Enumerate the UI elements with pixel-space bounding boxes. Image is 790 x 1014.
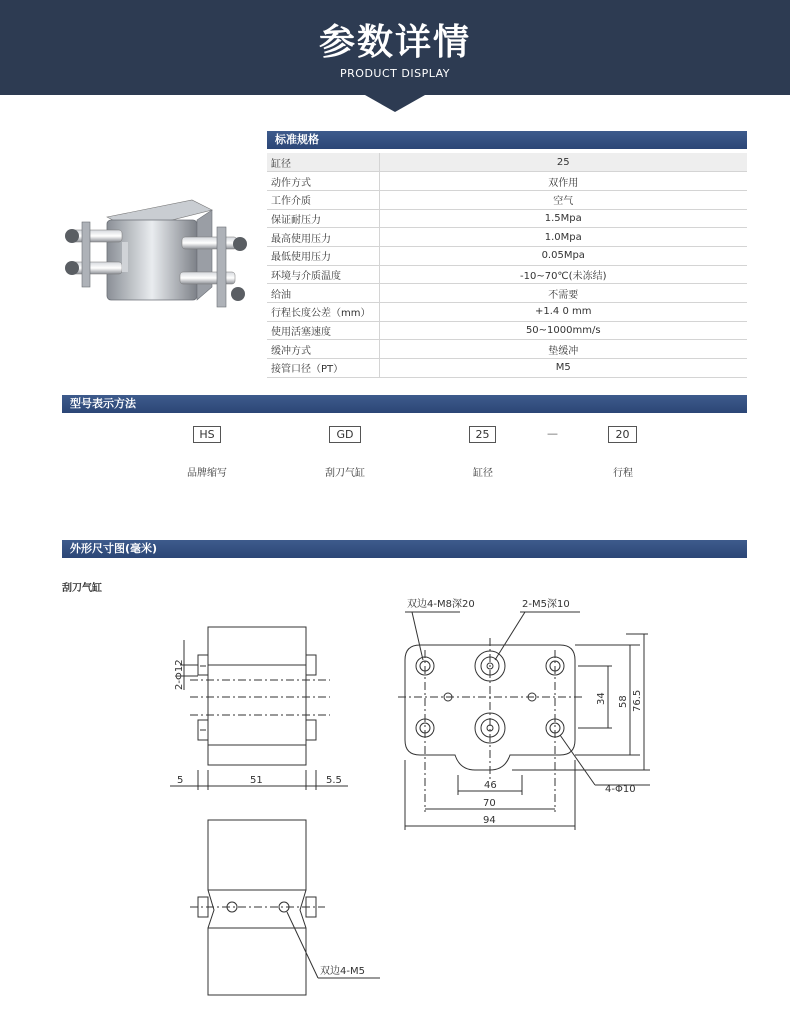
bottom-view-body: [208, 820, 306, 995]
dim-front-top-right: 2-M5深10: [522, 599, 570, 610]
dim-front-w2: 70: [483, 798, 496, 809]
spec-row: [267, 190, 747, 209]
spec-row: [267, 246, 747, 265]
spec-value: 双作用: [379, 172, 747, 191]
front-view-body: [405, 645, 575, 770]
dim-front-w3: 94: [483, 815, 496, 826]
page-subtitle: PRODUCT DISPLAY: [340, 67, 450, 80]
dim-front-h2: 58: [618, 695, 629, 708]
dim-front-top-left: 双边4-M8深20: [407, 599, 475, 610]
spec-label: 环境与介质温度: [267, 265, 379, 284]
model-section-header: 型号表示方法: [62, 395, 747, 413]
dim-side-body: 51: [250, 775, 263, 786]
spec-row: [267, 303, 747, 322]
side-view-port-top: [198, 655, 208, 675]
spec-label: 保证耐压力: [267, 209, 379, 228]
spec-label: 缸径: [267, 153, 379, 172]
spec-row: [267, 228, 747, 247]
spec-row: [267, 153, 747, 172]
drawing-subtitle: 刮刀气缸: [62, 583, 102, 594]
spec-table: [267, 153, 747, 378]
banner-notch: [365, 95, 425, 112]
spec-row: [267, 359, 747, 378]
spec-label: 缓冲方式: [267, 340, 379, 359]
spec-value: 不需要: [379, 284, 747, 303]
spec-label: 行程长度公差（mm）: [267, 303, 379, 322]
dim-bottom-label: 双边4-M5: [320, 966, 365, 977]
model-caption-bore: 缸径: [473, 468, 493, 479]
spec-value: 25: [379, 153, 747, 172]
spec-label: 最低使用压力: [267, 246, 379, 265]
product-image: [62, 182, 252, 322]
spec-value: 1.5Mpa: [379, 209, 747, 228]
spec-label: 最高使用压力: [267, 228, 379, 247]
model-code-type: GD: [329, 426, 361, 443]
dimension-labels: [174, 597, 643, 977]
spec-label: 工作介质: [267, 190, 379, 209]
page-title: 参数详情: [318, 22, 471, 63]
spec-row: [267, 265, 747, 284]
spec-value: 50~1000mm/s: [379, 321, 747, 340]
dim-front-h1: 34: [596, 692, 607, 705]
spec-value: +1.4 0 mm: [379, 303, 747, 322]
spec-value: M5: [379, 359, 747, 378]
model-code-stroke: 20: [608, 426, 637, 443]
dim-front-w1: 46: [484, 780, 497, 791]
dim-side-left: 5: [177, 775, 184, 786]
spec-label: 接管口径（PT）: [267, 359, 379, 378]
spec-section-header: 标准规格: [267, 131, 747, 149]
model-caption-stroke: 行程: [613, 468, 633, 479]
spec-row: [267, 172, 747, 191]
spec-value: 0.05Mpa: [379, 246, 747, 265]
dimension-section-header: 外形尺寸图(毫米): [62, 540, 747, 558]
spec-value: -10~70℃(未冻结): [379, 265, 747, 284]
spec-label: 使用活塞速度: [267, 321, 379, 340]
spec-value: 空气: [379, 190, 747, 209]
model-caption-type: 刮刀气缸: [325, 468, 365, 479]
model-code-brand: HS: [193, 426, 221, 443]
dim-front-h3: 76.5: [632, 689, 643, 712]
spec-label: 给油: [267, 284, 379, 303]
spec-value: 垫缓冲: [379, 340, 747, 359]
spec-row: [267, 284, 747, 303]
dim-front-holes: 4-Φ10: [605, 784, 636, 795]
side-view-body: [208, 627, 306, 765]
model-separator: —: [547, 427, 558, 440]
spec-value: 1.0Mpa: [379, 228, 747, 247]
spec-row: [267, 340, 747, 359]
spec-row: [267, 209, 747, 228]
model-code-bore: 25: [469, 426, 496, 443]
dim-side-hole: 2-Φ12: [174, 659, 185, 690]
dim-side-right: 5.5: [326, 775, 342, 786]
spec-row: [267, 321, 747, 340]
spec-label: 动作方式: [267, 172, 379, 191]
model-caption-brand: 品牌缩写: [187, 468, 227, 479]
